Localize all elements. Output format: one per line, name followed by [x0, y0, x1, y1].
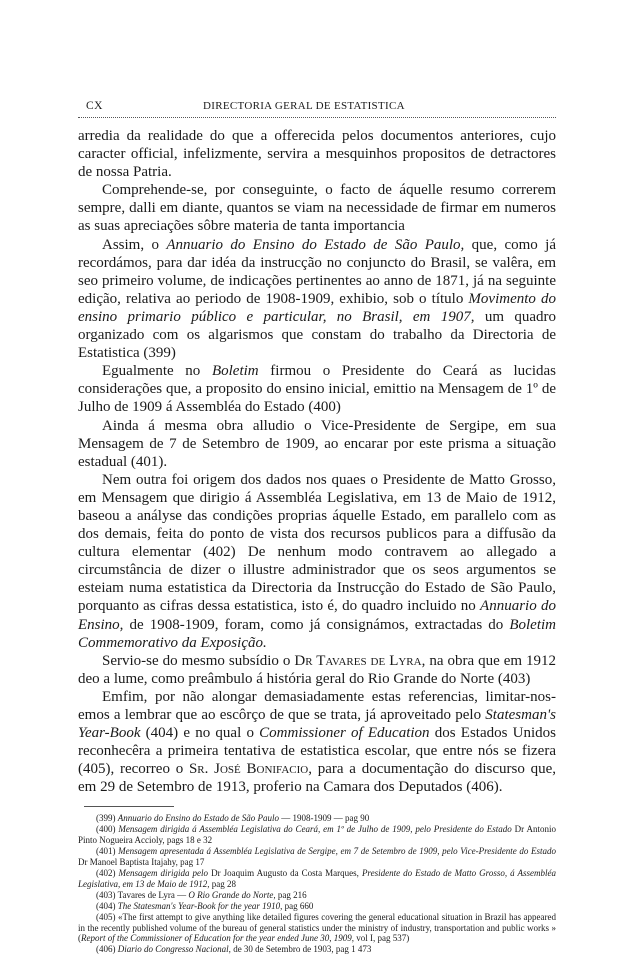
- text-run: (404) e no qual o: [140, 725, 260, 742]
- text-run: Ainda á mesma obra alludio o Vice-Presidente de Sergipe, em sua Mensagem de 7 de Setembro de 1909, ao encarar por este prisma a situação estadual (401).: [78, 417, 556, 470]
- italic-run: O Rio Grande do Norte,: [188, 889, 276, 900]
- text-run: Egualmente no: [102, 363, 212, 380]
- text-run: pag 660: [282, 900, 314, 911]
- text-run: que, como já recordámos, para dar idéa da instrucção no conjuncto do Brasil, se valêra, em seo primeiro volume, de indicações pertinentes ao anno de 1871, já na seguinte edição, relativa ao periodo de 1908-1909, exhibio, sob o título: [78, 236, 556, 307]
- text-run: para a documentação do discurso que, em 29 de Setembro de 1913, proferio na Camara dos Deputados (406).: [78, 761, 556, 796]
- footnote: [78, 868, 556, 890]
- paragraph: [78, 181, 556, 235]
- italic-run: Boletim: [211, 363, 259, 380]
- italic-run: Commissioner of Education: [259, 725, 430, 742]
- footnote: [78, 824, 556, 846]
- text-run: — 1908-1909 — pag 90: [279, 813, 370, 824]
- text-run: (405) «The first attempt to give anything like detailed figures covering the general educational situation in Brazil has appeared in the recently published volume of the bureau of general statistics under the ministry of industry, transportation and public works » (: [78, 911, 556, 944]
- footnote: [78, 890, 556, 901]
- footnote: [78, 901, 556, 912]
- paragraph: [78, 236, 556, 363]
- text-run: (404): [96, 900, 118, 911]
- text-run: Nem outra foi origem dos dados nos quaes o Presidente de Matto Grosso, em Mensagem que dirigio á Assembléa Legislativa, em 13 de Maio de 1912, baseou a anályse das condições proprias áquelle Estado, em parallelo com as dos demais, feita do ponto de vista dos recursos publicos para a diffusão da cultura elementar (402) De nenhum modo contravem ao allegado a circumstância de dizer o illustre administrador que os seos argumentos se esteiam numa estatistica da Directoria da Instrucção do Estado de São Paulo, porquanto as cifras dessa estatistica, isto é, do quadro incluido no: [78, 471, 556, 615]
- text-run: um quadro organizado com os algarismos que constam do trabalho da Directoria de Estatistica (399): [78, 308, 556, 362]
- text-run: (401): [96, 846, 119, 857]
- text-run: de 30 de Setembro de 1903, pag 1 473: [230, 944, 372, 955]
- page-number: CX: [86, 100, 103, 112]
- italic-run: Presidente do Estado de Matto Grosso, á Assembléa Legislativa, em 13 de Maio de 1912,: [78, 868, 556, 889]
- body-text: [78, 127, 556, 796]
- header-rule: [78, 117, 556, 118]
- footnote: [78, 912, 556, 945]
- footnote: [78, 944, 556, 955]
- text-run: vol I, pag 537): [353, 933, 410, 944]
- text-run: Comprehende-se, por conseguinte, o facto de áquelle resumo correrem sempre, dalli em diante, quantos se viam na necessidade de firmar em numeros as suas apreciações sôbre materia de tanta importancia: [78, 182, 556, 235]
- footnote: [78, 846, 556, 868]
- italic-run: Mensagem dirigida á Assembléa Legislativa do Ceará, em 1º de Julho de 1909, pelo Presidente do Estado: [118, 824, 512, 835]
- italic-run: Report of the Commissioner of Education for the year ended June 30, 1909,: [81, 933, 354, 944]
- text-run: firmou o Presidente do Ceará as lucidas considerações que, a proposito do ensino inicial, emittio na Mensagem de 1º de Julho de 1909 á Assembléa do Estado (400): [78, 363, 557, 416]
- paragraph: [78, 652, 556, 688]
- small-caps-run: Sr. José Bonifacio,: [188, 761, 312, 778]
- text-run: (403) Tavares de Lyra —: [96, 889, 189, 900]
- paragraph: [78, 688, 556, 797]
- text-run: dos Estados Unidos reconhecêra a primeira tentativa de estatistica escolar, que entre nós se fizera (405), recorreo o: [78, 725, 556, 778]
- small-caps-run: Dr Tavares de Lyra,: [294, 652, 426, 669]
- text-run: na obra que em 1912 deo a lume, como preâmbulo á história geral do Rio Grande do Norte (403): [78, 652, 557, 687]
- italic-run: Diario do Congresso Nacional,: [117, 944, 231, 955]
- text-run: Emfim, por não alongar demasiadamente estas referencias, limitar-nos-emos a lembrar que ao escôrço de que se trata, já aproveitado pelo: [78, 688, 556, 723]
- text-run: Servio-se do mesmo subsídio o: [102, 652, 295, 669]
- italic-run: Statesman's Year-Book: [78, 707, 556, 742]
- text-run: pag 216: [275, 889, 307, 900]
- footnote-separator: [84, 806, 174, 807]
- italic-run: Annuario do Ensino do Estado de São Paulo: [117, 813, 279, 824]
- text-run: arredia da realidade do que a offerecida pelos documentos anteriores, cujo caracter official, infelizmente, servira a mesquinhos propositos de detractores de nossa Patria.: [78, 128, 556, 181]
- text-run: (406): [96, 944, 118, 955]
- paragraph: [78, 362, 556, 416]
- italic-run: Movimento do ensino primario público e particular, no Brasil, em 1907,: [78, 290, 556, 325]
- text-run: Assim, o: [102, 236, 167, 253]
- footnote: [78, 813, 556, 824]
- italic-run: Mensagem apresentada á Assembléa Legislativa de Sergipe, em 7 de Setembro de 1909, pelo Vice-Presidente do Estado: [118, 846, 556, 857]
- text-run: Dr Joaquim Augusto da Costa Marques,: [208, 868, 362, 878]
- italic-run: Annuario do Ensino,: [78, 598, 556, 633]
- text-run: Dr Antonio Pinto Nogueira Accioly, pags 18 e 32: [78, 824, 556, 846]
- text-run: (399): [96, 813, 118, 824]
- running-header: [78, 98, 556, 114]
- text-run: (400): [96, 824, 119, 835]
- italic-run: Boletim Commemorativo da Exposição.: [78, 616, 556, 651]
- text-run: (402): [96, 868, 119, 878]
- paragraph: [78, 127, 556, 181]
- italic-run: The Statesman's Year-Book for the year 1910,: [117, 900, 283, 911]
- text-run: de 1908-1909, foram, como já consignámos, extractadas do: [123, 616, 510, 633]
- page: [78, 98, 556, 955]
- text-run: Dr Manoel Baptista Itajahy, pag 17: [78, 857, 205, 868]
- running-title: DIRECTORIA GERAL DE ESTATISTICA: [203, 100, 405, 112]
- text-run: pag 28: [209, 878, 236, 889]
- italic-run: Annuario do Ensino do Estado de São Paulo,: [166, 236, 465, 253]
- paragraph: [78, 417, 556, 471]
- paragraph: [78, 471, 556, 652]
- italic-run: Mensagem dirigida pelo: [118, 868, 209, 878]
- footnotes: [78, 813, 556, 955]
